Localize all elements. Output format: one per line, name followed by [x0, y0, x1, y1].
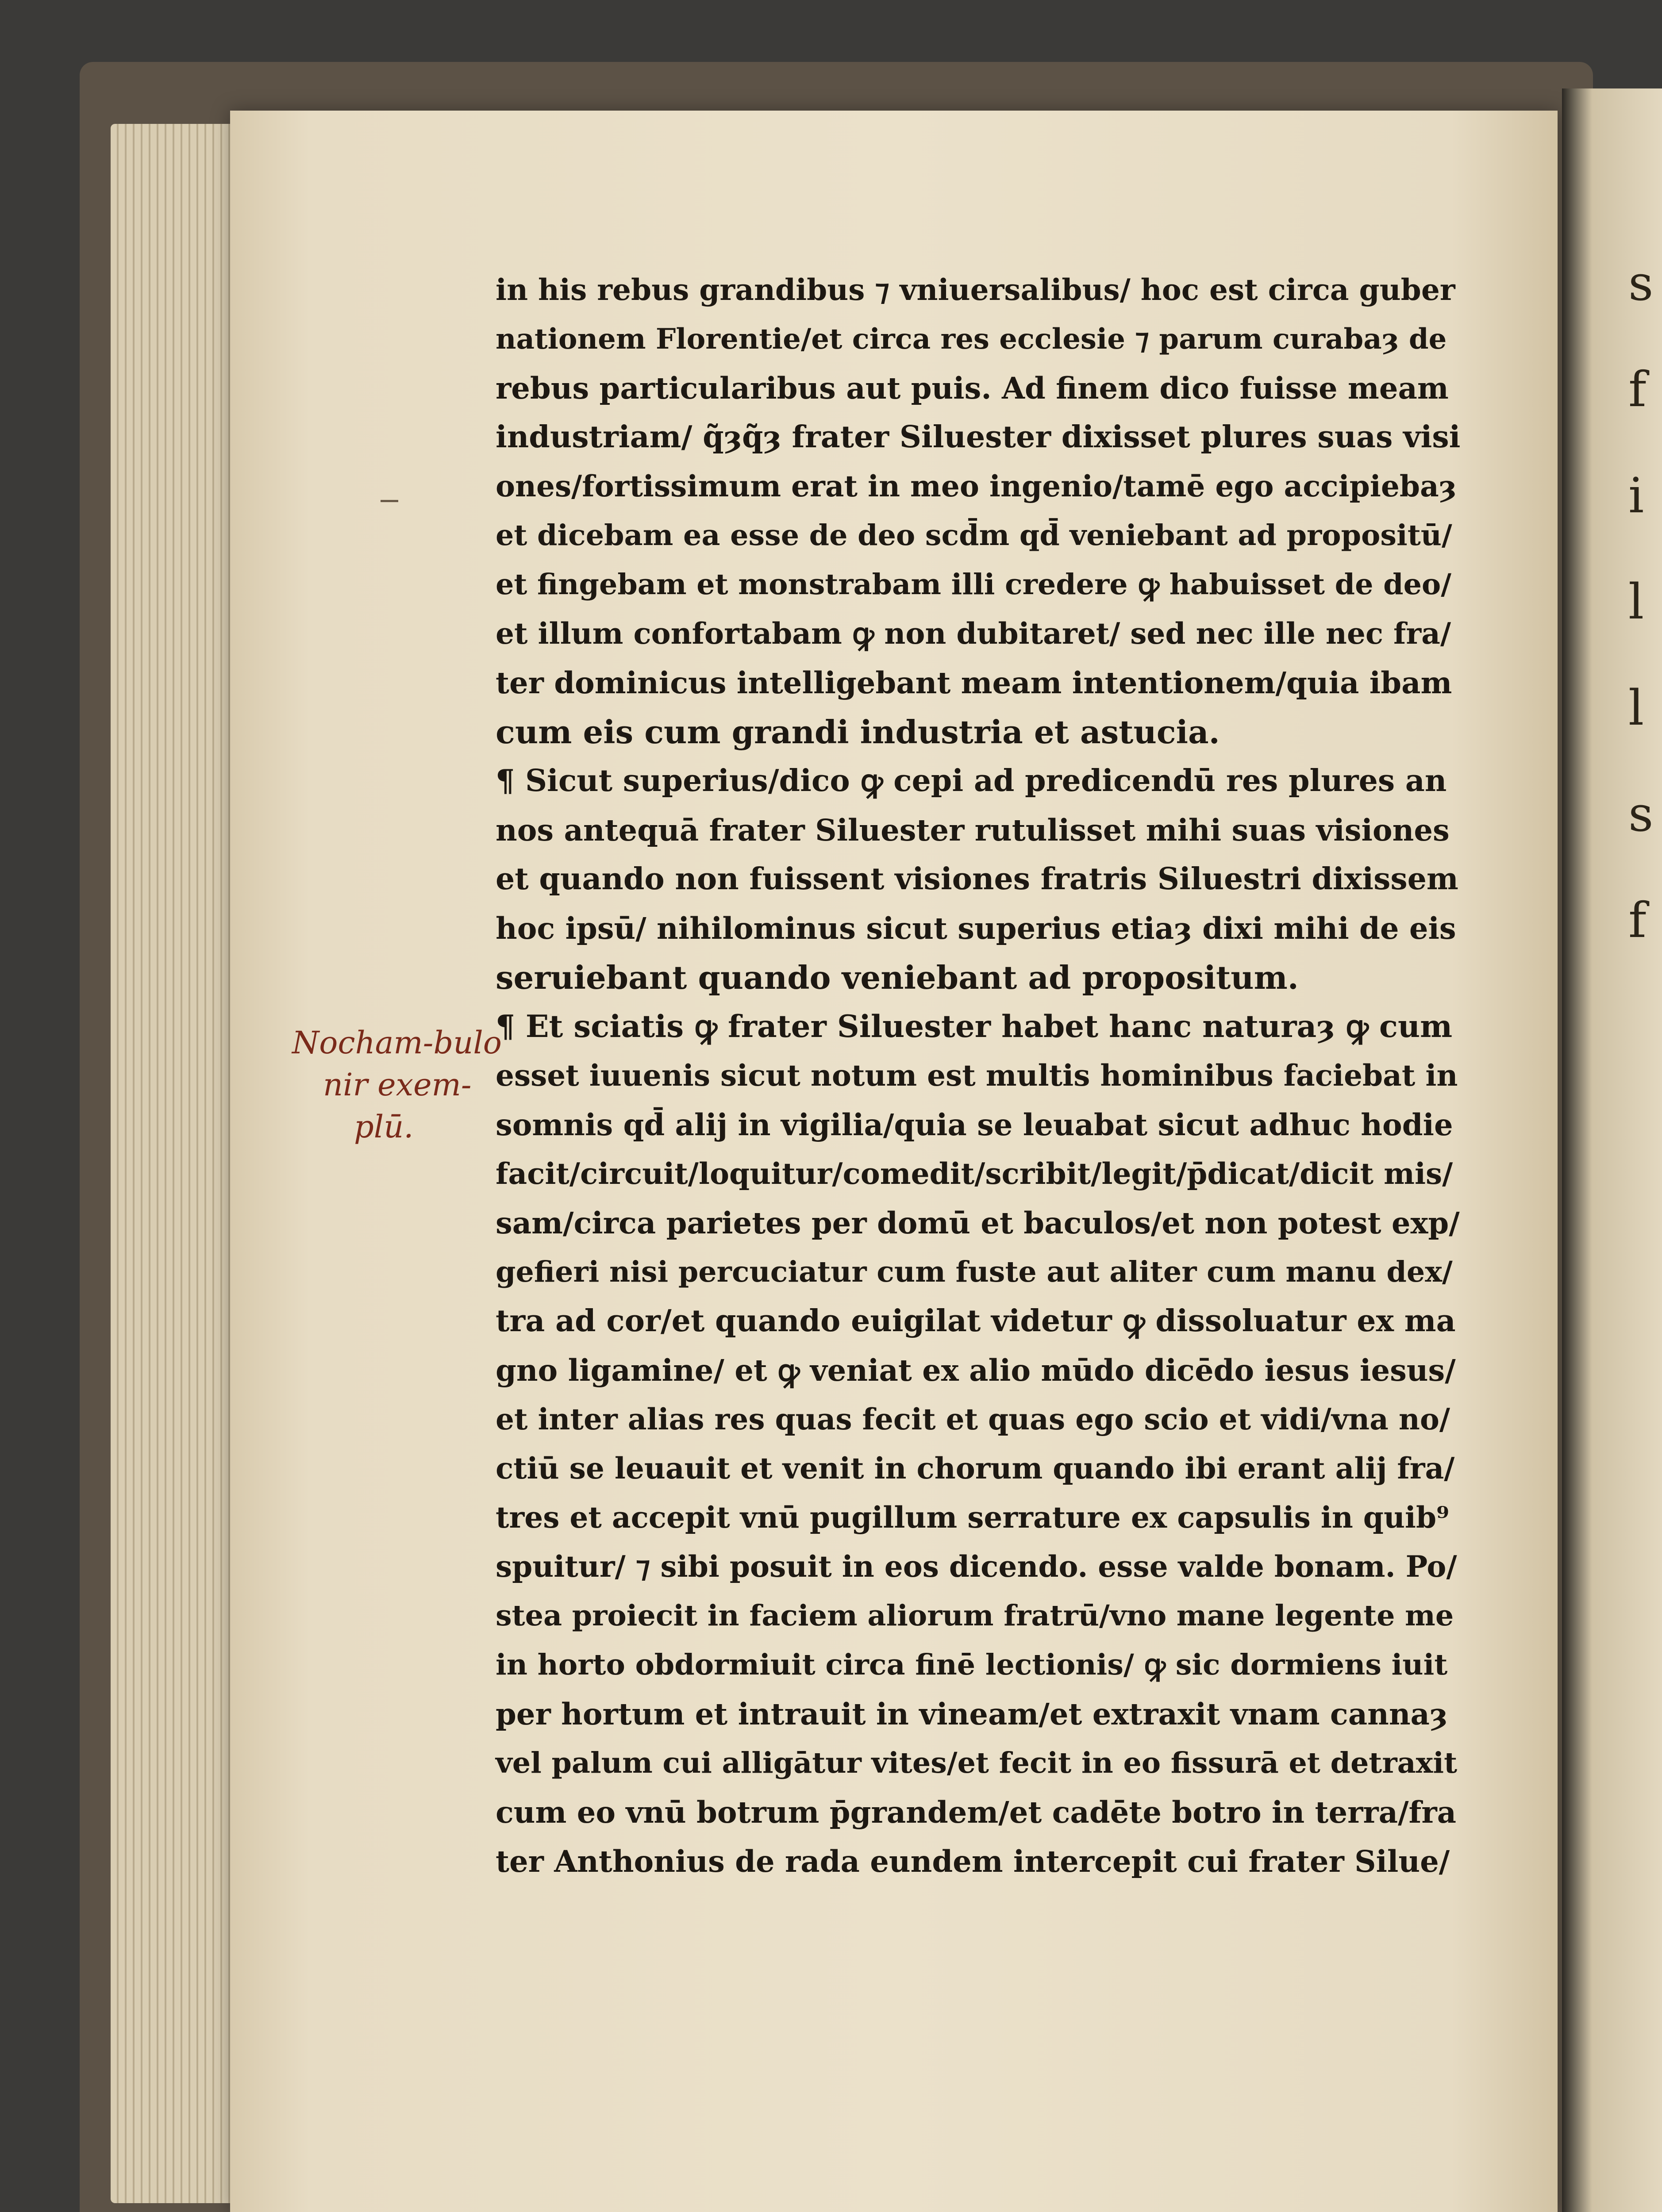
text-line: nos antequā frater Siluester rutulisset mihi suas visiones: [496, 813, 1450, 848]
text-line: rebus particularibus aut puis. Ad finem dico fuisse meam: [496, 371, 1449, 406]
text-line: ctiū se leuauit et venit in chorum quando ibi erant alij fra/: [496, 1451, 1455, 1486]
text-line: et quando non fuissent visiones fratris Siluestri dixissem: [496, 861, 1458, 897]
marginal-handwritten-note: [292, 1022, 502, 1148]
text-line: ter dominicus intelligebant meam intentionem/quia ibam: [496, 665, 1452, 700]
text-line: nationem Florentie/et circa res ecclesie ⁊ parum curabaȝ de: [496, 323, 1447, 356]
facing-page-letter: f: [1628, 892, 1647, 949]
text-line: industriam/ q̃ȝq̃ȝ frater Siluester dixisset plures suas visi: [496, 419, 1461, 455]
facing-page-letter: l: [1628, 680, 1644, 736]
text-line: hoc ipsū/ nihilominus sicut superius etiaȝ dixi mihi de eis: [496, 911, 1456, 946]
text-line: cum eo vnū botrum p̄grandem/et cadēte botro in terra/fra: [496, 1795, 1457, 1830]
text-line: ¶ Et sciatis ꝙ frater Siluester habet hanc naturaȝ ꝙ cum: [496, 1009, 1453, 1045]
margin-note-line: nir exem-: [323, 1067, 472, 1103]
text-line: vel palum cui alligātur vites/et fecit in eo fissurā et detraxit: [496, 1746, 1458, 1780]
text-line: et fingebam et monstrabam illi credere ꝙ habuisset de deo/: [496, 568, 1452, 601]
text-line: facit/circuit/loquitur/comedit/scribit/legit/p̄dicat/dicit mis/: [496, 1156, 1453, 1191]
text-line: ter Anthonius de rada eundem intercepit cui frater Silue/: [496, 1844, 1450, 1879]
margin-note-line: plū.: [354, 1109, 414, 1145]
text-line: seruiebant quando veniebant ad propositum.: [496, 959, 1299, 996]
text-line: in his rebus grandibus ⁊ vniuersalibus/ hoc est circa guber: [496, 273, 1455, 307]
main-text-block: [496, 265, 1460, 1886]
text-line: et illum confortabam ꝙ non dubitaret/ sed nec ille nec fra/: [496, 616, 1451, 651]
text-line: gno ligamine/ et ꝙ veniat ex alio mūdo dicēdo iesus iesus/: [496, 1353, 1456, 1388]
facing-page-letter: s: [1628, 786, 1654, 842]
text-line: cum eis cum grandi industria et astucia.: [496, 713, 1220, 751]
facing-page-text: [1628, 230, 1655, 949]
text-line: stea proiecit in faciem aliorum fratrū/vno mane legente me: [496, 1599, 1454, 1632]
margin-note-line: Nocham-bulo: [292, 1025, 502, 1061]
text-line: tres et accepit vnū pugillum serrature ex capsulis in quib⁹: [496, 1500, 1450, 1535]
text-line: in horto obdormiuit circa finē lectionis/ ꝙ sic dormiens iuit: [496, 1648, 1448, 1682]
text-line: et inter alias res quas fecit et quas ego scio et vidi/vna no/: [496, 1402, 1450, 1436]
text-line: sam/circa parietes per domū et baculos/et non potest exp/: [496, 1206, 1460, 1240]
text-line: gefieri nisi percuciatur cum fuste aut aliter cum manu dex/: [496, 1255, 1453, 1289]
text-line: per hortum et intrauit in vineam/et extraxit vnam cannaȝ: [496, 1697, 1448, 1732]
page-edges: [111, 124, 243, 2203]
text-line: spuitur/ ⁊ sibi posuit in eos dicendo. esse valde bonam. Po/: [496, 1549, 1457, 1584]
text-line: ¶ Sicut superius/dico ꝙ cepi ad predicendū res plures an: [496, 763, 1447, 799]
margin-dash-mark: [381, 500, 398, 502]
facing-page-letter: f: [1628, 361, 1647, 418]
text-line: ones/fortissimum erat in meo ingenio/tamē ego accipiebaȝ: [496, 469, 1457, 503]
facing-page-letter: s: [1628, 255, 1654, 311]
text-line: esset iuuenis sicut notum est multis hominibus faciebat in: [496, 1058, 1458, 1093]
text-line: tra ad cor/et quando euigilat videtur ꝙ dissoluatur ex ma: [496, 1303, 1456, 1339]
text-line: et dicebam ea esse de deo scd̄m qd̄ veniebant ad propositū/: [496, 518, 1452, 552]
facing-page-letter: i: [1628, 467, 1644, 524]
facing-page-letter: l: [1628, 573, 1644, 630]
text-line: somnis qd̄ alij in vigilia/quia se leuabat sicut adhuc hodie: [496, 1107, 1453, 1142]
